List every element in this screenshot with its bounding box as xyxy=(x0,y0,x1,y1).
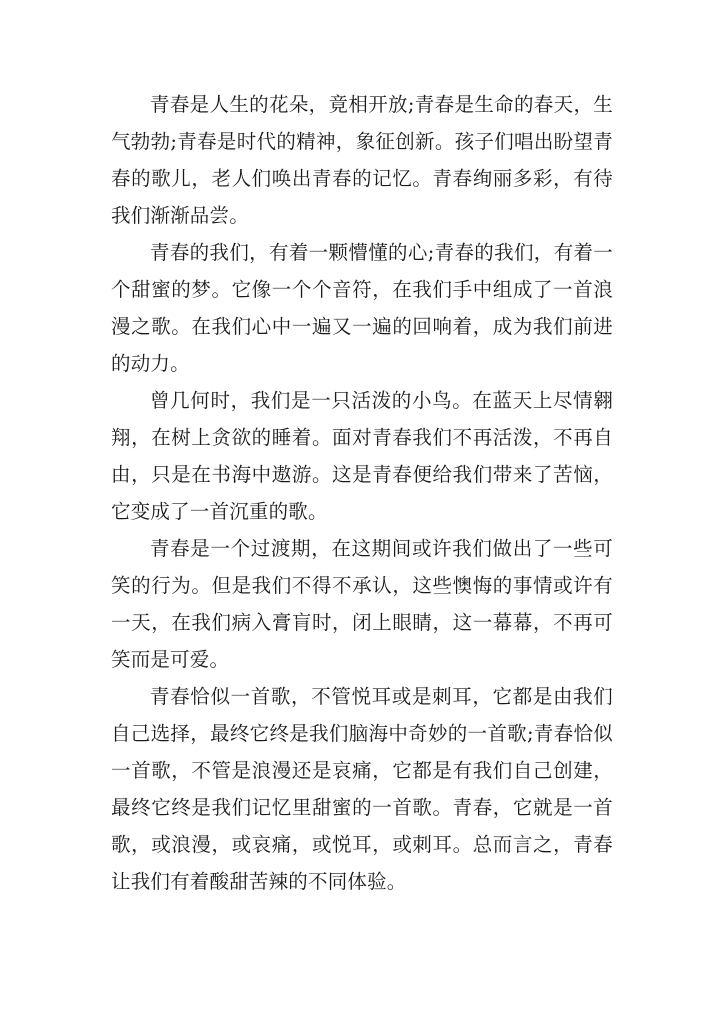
paragraph-1: 青春是人生的花朵，竟相开放;青春是生命的春天，生气勃勃;青春是时代的精神，象征创新。孩子们唱出盼望青春的歌儿，老人们唤出青春的记忆。青春绚丽多彩，有待我们渐渐品尝。 xyxy=(111,93,613,227)
document-body xyxy=(111,86,613,900)
paragraph-3: 曾几何时，我们是一只活泼的小鸟。在蓝天上尽情翱翔，在树上贪欲的睡着。面对青春我们不再活泼，不再自由，只是在书海中遨游。这是青春便给我们带来了苦恼，它变成了一首沉重的歌。 xyxy=(111,389,613,523)
paragraph-2: 青春的我们，有着一颗懵懂的心;青春的我们，有着一个甜蜜的梦。它像一个个音符，在我们手中组成了一首浪漫之歌。在我们心中一遍又一遍的回响着，成为我们前进的动力。 xyxy=(111,241,613,375)
paragraph-5: 青春恰似一首歌，不管悦耳或是刺耳，它都是由我们自己选择，最终它终是我们脑海中奇妙的一首歌;青春恰似一首歌，不管是浪漫还是哀痛，它都是有我们自己创建，最终它终是我们记忆里甜蜜的一首歌。青春，它就是一首歌，或浪漫，或哀痛，或悦耳，或刺耳。总而言之，青春让我们有着酸甜苦辣的不同体验。 xyxy=(111,685,613,893)
paragraph-4: 青春是一个过渡期，在这期间或许我们做出了一些可笑的行为。但是我们不得不承认，这些懊悔的事情或许有一天，在我们病入膏肓时，闭上眼睛，这一幕幕，不再可笑而是可爱。 xyxy=(111,537,613,671)
